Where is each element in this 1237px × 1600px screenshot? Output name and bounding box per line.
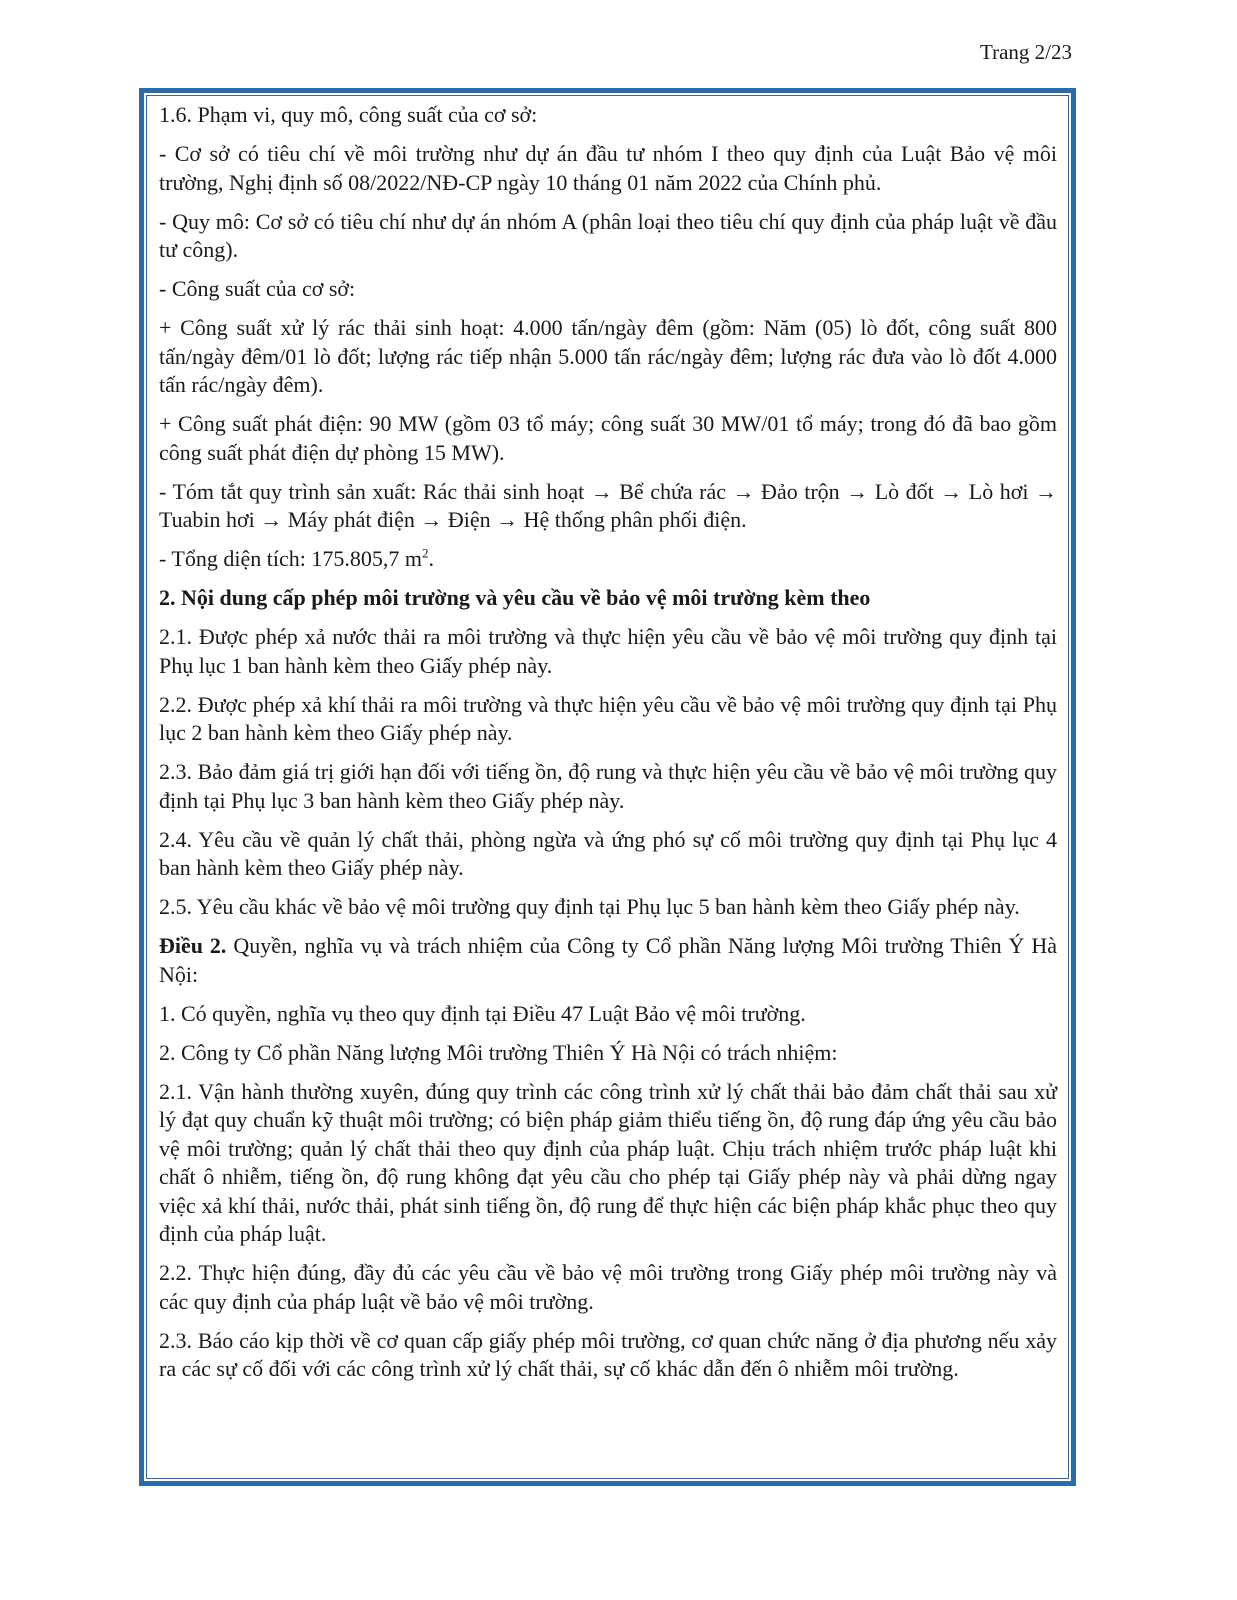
total-area-superscript: 2 — [421, 545, 429, 561]
paragraph-waste-capacity: + Công suất xử lý rác thải sinh hoạt: 4.000 tấn/ngày đêm (gồm: Năm (05) lò đốt, công suất 800 tấn/ngày đêm/01 lò đốt; lượng rác tiếp nhận 5.000 tấn rác/ngày đêm; lượng rác đưa vào lò đốt 4.000 tấn rác/ngày đêm). — [159, 315, 1057, 397]
paragraph-1-6-title: 1.6. Phạm vi, quy mô, công suất của cơ sở: — [159, 102, 538, 127]
paragraph-total-area — [159, 545, 1057, 574]
paragraph-2-1: 2.1. Được phép xả nước thải ra môi trường và thực hiện yêu cầu về bảo vệ môi trường quy định tại Phụ lục 1 ban hành kèm theo Giấy phép này. — [159, 624, 1057, 678]
section-2-heading: 2. Nội dung cấp phép môi trường và yêu cầu về bảo vệ môi trường kèm theo — [159, 585, 871, 610]
paragraph-resp-2-2: 2.2. Thực hiện đúng, đầy đủ các yêu cầu về bảo vệ môi trường trong Giấy phép môi trường này và các quy định của pháp luật về bảo vệ môi trường. — [159, 1260, 1057, 1314]
document-body — [159, 101, 1057, 1394]
article-2-paragraph — [159, 932, 1057, 989]
paragraph-process-summary: - Tóm tắt quy trình sản xuất: Rác thải sinh hoạt → Bể chứa rác → Đảo trộn → Lò đốt → Lò hơi → Tuabin hơi → Máy phát điện → Điện → Hệ thống phân phối điện. — [159, 478, 1057, 532]
paragraph-environment-criteria: - Cơ sở có tiêu chí về môi trường như dự án đầu tư nhóm I theo quy định của Luật Bảo vệ môi trường, Nghị định số 08/2022/NĐ-CP ngày 10 tháng 01 năm 2022 của Chính phủ. — [159, 141, 1057, 195]
paragraph-capacity-title: - Công suất của cơ sở: — [159, 276, 356, 301]
paragraph-2-3: 2.3. Bảo đảm giá trị giới hạn đối với tiếng ồn, độ rung và thực hiện yêu cầu về bảo vệ môi trường quy định tại Phụ lục 3 ban hành kèm theo Giấy phép này. — [159, 759, 1057, 813]
page-number: Trang 2/23 — [980, 40, 1072, 64]
paragraph-resp-2-3: 2.3. Báo cáo kịp thời về cơ quan cấp giấy phép môi trường, cơ quan chức năng ở địa phương nếu xảy ra các sự cố đối với các công trình xử lý chất thải, sự cố khác dẫn đến ô nhiễm môi trường. — [159, 1327, 1057, 1381]
paragraph-responsibilities: 2. Công ty Cổ phần Năng lượng Môi trường Thiên Ý Hà Nội có trách nhiệm: — [159, 1039, 838, 1065]
paragraph-2-4: 2.4. Yêu cầu về quản lý chất thải, phòng ngừa và ứng phó sự cố môi trường quy định tại Phụ lục 4 ban hành kèm theo Giấy phép này. — [159, 826, 1057, 880]
paragraph-rights: 1. Có quyền, nghĩa vụ theo quy định tại Điều 47 Luật Bảo vệ môi trường. — [159, 1000, 806, 1026]
paragraph-2-5: 2.5. Yêu cầu khác về bảo vệ môi trường quy định tại Phụ lục 5 ban hành kèm theo Giấy phép này. — [159, 894, 1020, 919]
paragraph-resp-2-1: 2.1. Vận hành thường xuyên, đúng quy trình các công trình xử lý chất thải bảo đảm chất thải sau xử lý đạt quy chuẩn kỹ thuật môi trường; có biện pháp giảm thiểu tiếng ồn, độ rung đáp ứng yêu cầu bảo vệ môi trường; quản lý chất thải theo quy định của pháp luật. Chịu trách nhiệm trước pháp luật khi chất ô nhiễm, tiếng ồn, độ rung không đạt yêu cầu cho phép tại Giấy phép này và phải dừng ngay việc xả khí thải, nước thải, phát sinh tiếng ồn, độ rung để thực hiện các biện pháp khắc phục theo quy định của pháp luật. — [159, 1078, 1057, 1246]
paragraph-power-capacity: + Công suất phát điện: 90 MW (gồm 03 tổ máy; công suất 30 MW/01 tổ máy; trong đó đã bao gồm công suất phát điện dự phòng 15 MW). — [159, 411, 1057, 465]
article-2-label: Điều 2. — [159, 933, 227, 958]
paragraph-scale: - Quy mô: Cơ sở có tiêu chí như dự án nhóm A (phân loại theo tiêu chí quy định của pháp luật về đầu tư công). — [159, 208, 1057, 262]
article-2-text: Quyền, nghĩa vụ và trách nhiệm của Công ty Cổ phần Năng lượng Môi trường Thiên Ý Hà Nội: — [159, 933, 1058, 987]
total-area-end: . — [428, 546, 434, 571]
total-area-text: - Tổng diện tích: 175.805,7 m — [159, 546, 422, 571]
paragraph-2-2: 2.2. Được phép xả khí thải ra môi trường và thực hiện yêu cầu về bảo vệ môi trường quy định tại Phụ lục 2 ban hành kèm theo Giấy phép này. — [159, 691, 1057, 745]
